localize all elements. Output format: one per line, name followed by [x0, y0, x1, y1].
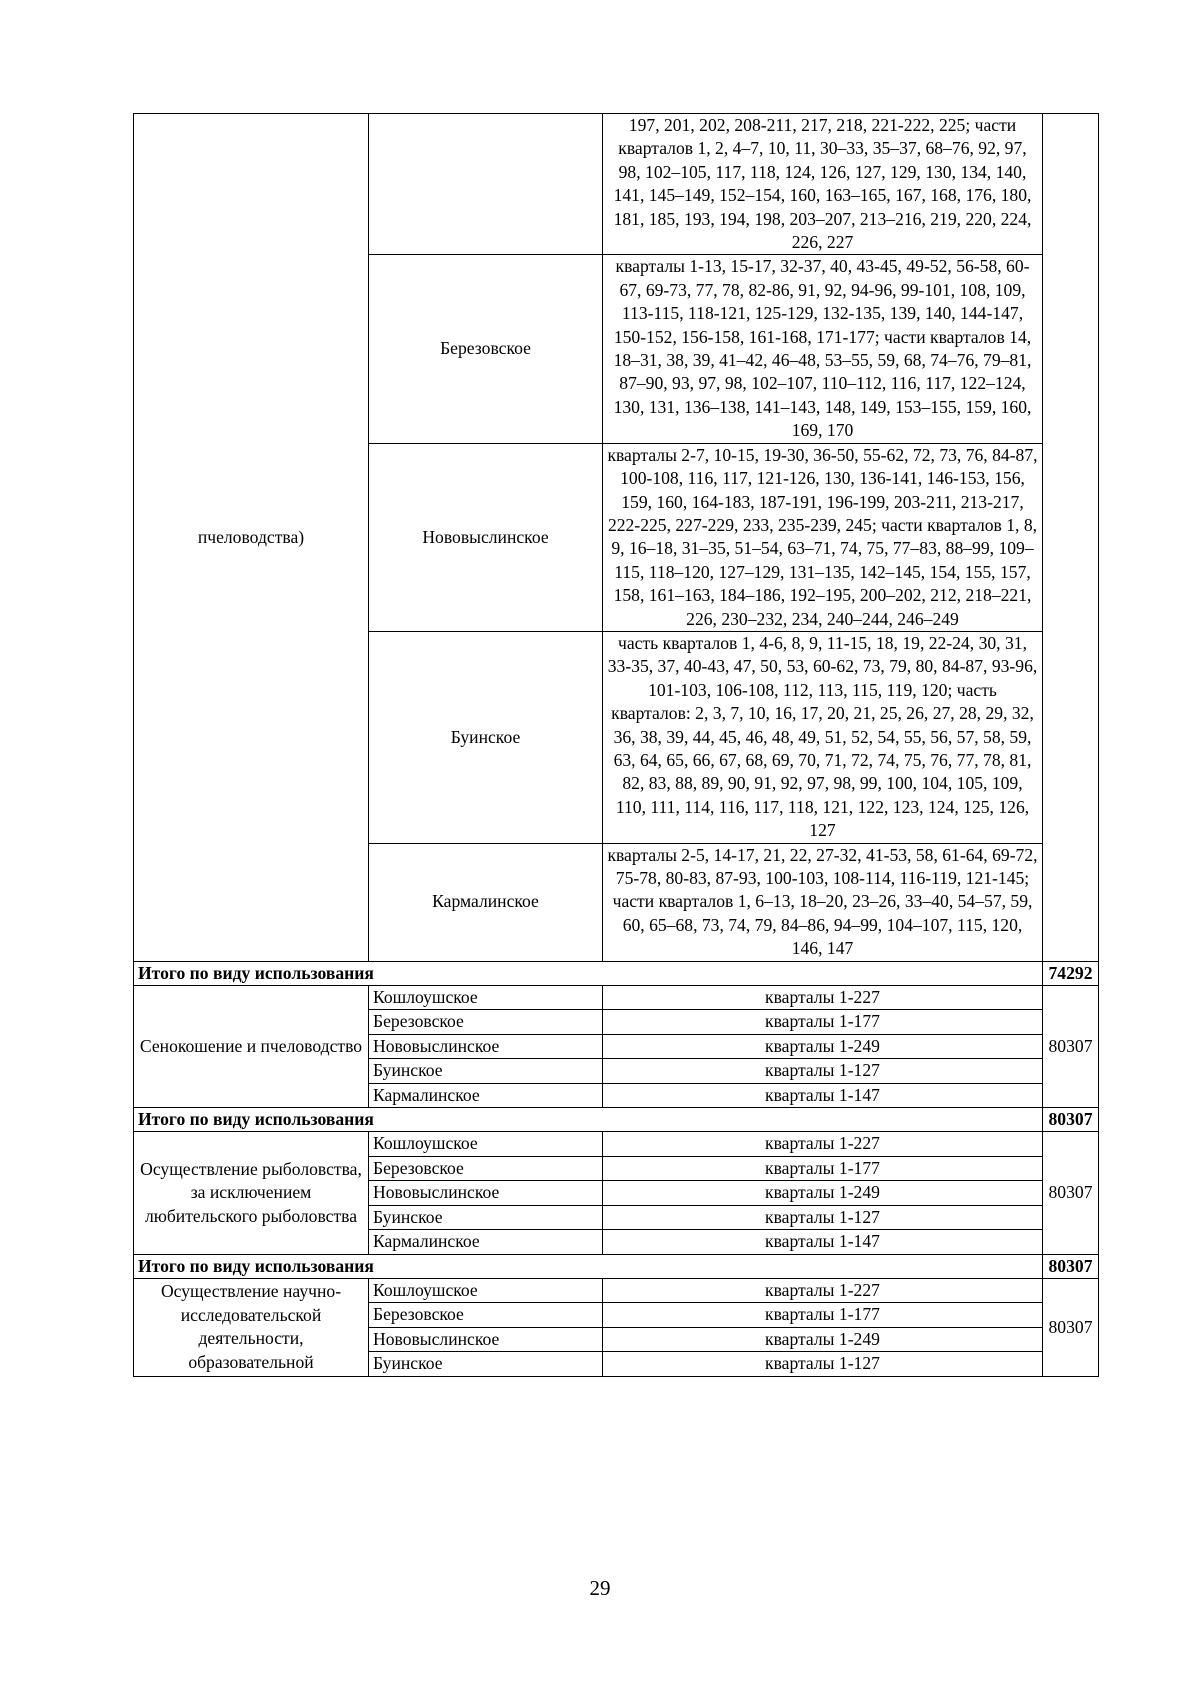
- forestry-cell: Буинское: [369, 1059, 603, 1083]
- forestry-cell: Березовское: [369, 1156, 603, 1180]
- quarters-cell: кварталы 1-249: [603, 1034, 1043, 1058]
- total-label: Итого по виду использования: [134, 961, 1043, 985]
- forestry-cell: Кармалинское: [369, 843, 603, 961]
- area-cell: [1043, 114, 1099, 962]
- forestry-cell: Кармалинское: [369, 1230, 603, 1254]
- usage-type-cell: Осуществление научно-исследовательской деятельности, образовательной: [134, 1278, 369, 1376]
- forestry-cell: Нововыслинское: [369, 443, 603, 631]
- area-cell: 80307: [1043, 1278, 1099, 1376]
- forestry-cell: Березовское: [369, 1303, 603, 1327]
- quarters-cell: кварталы 2-7, 10-15, 19-30, 36-50, 55-62, 72, 73, 76, 84-87, 100-108, 116, 117, 121-126, 130, 136-141, 146-153, 156, 159, 160, 164-183, 187-191, 196-199, 203-211, 213-217, 222-225, 227-229, 233, 235-239, 245; части кварталов 1, 8, 9, 16–18, 31–35, 51–54, 63–71, 74, 75, 77–83, 88–99, 109–115, 118–120, 127–129, 131–135, 142–145, 154, 155, 157, 158, 161–163, 184–186, 192–195, 200–202, 212, 218–221, 226, 230–232, 234, 240–244, 246–249: [603, 443, 1043, 631]
- quarters-cell: кварталы 1-177: [603, 1156, 1043, 1180]
- page-number: 29: [589, 1576, 611, 1600]
- forest-usage-table: [133, 113, 1099, 1377]
- quarters-cell: кварталы 1-249: [603, 1327, 1043, 1351]
- forestry-cell: Кармалинское: [369, 1083, 603, 1107]
- total-row: [134, 961, 1099, 985]
- usage-type-cell: Сенокошение и пчеловодство: [134, 986, 369, 1108]
- quarters-cell: кварталы 1-227: [603, 1132, 1043, 1156]
- forestry-cell: Буинское: [369, 631, 603, 843]
- total-value: 80307: [1043, 1254, 1099, 1278]
- quarters-cell: кварталы 1-227: [603, 986, 1043, 1010]
- forestry-cell: Березовское: [369, 1010, 603, 1034]
- quarters-cell: кварталы 1-177: [603, 1010, 1043, 1034]
- quarters-cell: кварталы 1-147: [603, 1230, 1043, 1254]
- quarters-cell: 197, 201, 202, 208-211, 217, 218, 221-222, 225; части кварталов 1, 2, 4–7, 10, 11, 30–33, 35–37, 68–76, 92, 97, 98, 102–105, 117, 118, 124, 126, 127, 129, 130, 134, 140, 141, 145–149, 152–154, 160, 163–165, 167, 168, 176, 180, 181, 185, 193, 194, 198, 203–207, 213–216, 219, 220, 224, 226, 227: [603, 114, 1043, 255]
- forestry-cell: Буинское: [369, 1352, 603, 1376]
- area-cell: 80307: [1043, 1132, 1099, 1254]
- quarters-cell: кварталы 1-127: [603, 1205, 1043, 1229]
- forestry-cell: [369, 114, 603, 255]
- forestry-cell: Нововыслинское: [369, 1327, 603, 1351]
- quarters-cell: кварталы 1-147: [603, 1083, 1043, 1107]
- forestry-cell: Кошлоушское: [369, 986, 603, 1010]
- total-row: [134, 1254, 1099, 1278]
- quarters-cell: кварталы 1-249: [603, 1181, 1043, 1205]
- forestry-cell: Буинское: [369, 1205, 603, 1229]
- total-label: Итого по виду использования: [134, 1254, 1043, 1278]
- forestry-cell: Нововыслинское: [369, 1034, 603, 1058]
- quarters-cell: кварталы 1-227: [603, 1278, 1043, 1302]
- quarters-cell: кварталы 2-5, 14-17, 21, 22, 27-32, 41-53, 58, 61-64, 69-72, 75-78, 80-83, 87-93, 100-103, 108-114, 116-119, 121-145; части кварталов 1, 6–13, 18–20, 23–26, 33–40, 54–57, 59, 60, 65–68, 73, 74, 79, 84–86, 94–99, 104–107, 115, 120, 146, 147: [603, 843, 1043, 961]
- forestry-cell: Нововыслинское: [369, 1181, 603, 1205]
- forestry-cell: Кошлоушское: [369, 1278, 603, 1302]
- total-row: [134, 1108, 1099, 1132]
- usage-type-cell: Осуществление рыболовства, за исключением любительского рыболовства: [134, 1132, 369, 1254]
- area-cell: 80307: [1043, 986, 1099, 1108]
- usage-type-cell: пчеловодства): [134, 114, 369, 962]
- quarters-cell: кварталы 1-177: [603, 1303, 1043, 1327]
- quarters-cell: кварталы 1-13, 15-17, 32-37, 40, 43-45, 49-52, 56-58, 60-67, 69-73, 77, 78, 82-86, 91, 92, 94-96, 99-101, 108, 109, 113-115, 118-121, 125-129, 132-135, 139, 140, 144-147, 150-152, 156-158, 161-168, 171-177; части кварталов 14, 18–31, 38, 39, 41–42, 46–48, 53–55, 59, 68, 74–76, 79–81, 87–90, 93, 97, 98, 102–107, 110–112, 116, 117, 122–124, 130, 131, 136–138, 141–143, 148, 149, 153–155, 159, 160, 169, 170: [603, 255, 1043, 443]
- total-label: Итого по виду использования: [134, 1108, 1043, 1132]
- total-value: 80307: [1043, 1108, 1099, 1132]
- quarters-cell: кварталы 1-127: [603, 1352, 1043, 1376]
- forestry-cell: Березовское: [369, 255, 603, 443]
- forestry-cell: Кошлоушское: [369, 1132, 603, 1156]
- total-value: 74292: [1043, 961, 1099, 985]
- quarters-cell: часть кварталов 1, 4-6, 8, 9, 11-15, 18, 19, 22-24, 30, 31, 33-35, 37, 40-43, 47, 50, 53, 60-62, 73, 79, 80, 84-87, 93-96, 101-103, 106-108, 112, 113, 115, 119, 120; часть кварталов: 2, 3, 7, 10, 16, 17, 20, 21, 25, 26, 27, 28, 29, 32, 36, 38, 39, 44, 45, 46, 48, 49, 51, 52, 54, 55, 56, 57, 58, 59, 63, 64, 65, 66, 67, 68, 69, 70, 71, 72, 74, 75, 76, 77, 78, 81, 82, 83, 88, 89, 90, 91, 92, 97, 98, 99, 100, 104, 105, 109, 110, 111, 114, 116, 117, 118, 121, 122, 123, 124, 125, 126, 127: [603, 631, 1043, 843]
- quarters-cell: кварталы 1-127: [603, 1059, 1043, 1083]
